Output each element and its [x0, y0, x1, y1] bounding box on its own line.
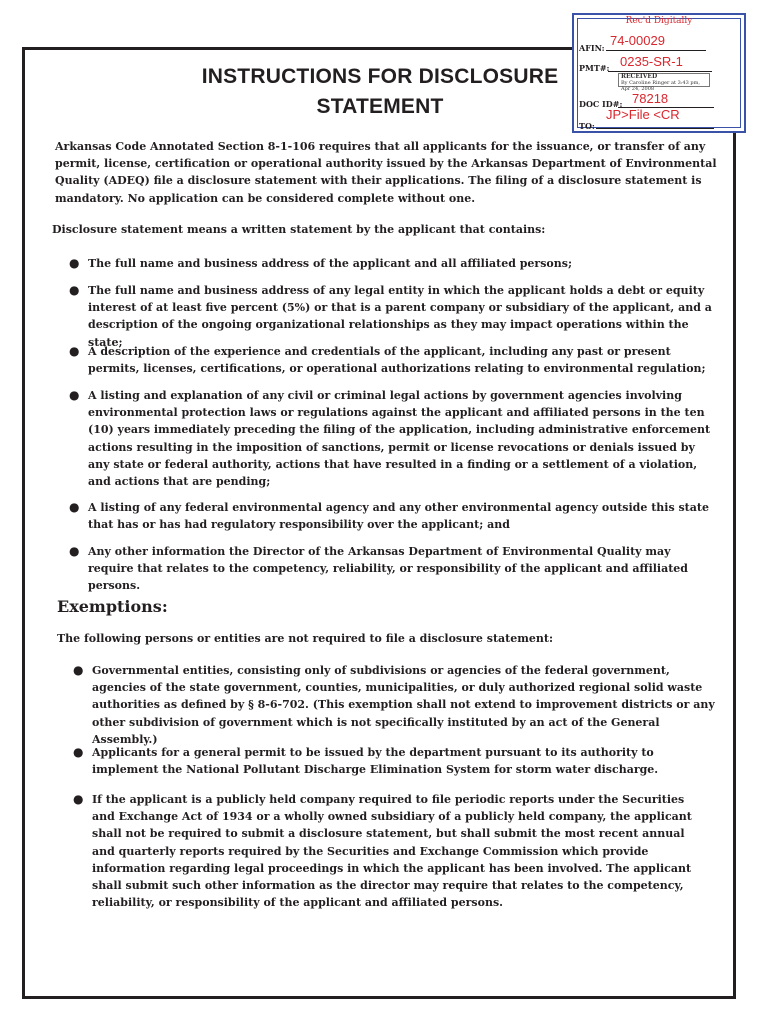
afin-label: AFIN:	[579, 43, 605, 53]
exemptions-heading: Exemptions:	[57, 597, 168, 616]
intro-paragraph: Arkansas Code Annotated Section 8-1-106 requires that all applicants for the issuance, or transfer of any permit, license, certification or operational authority issued by the Arkansas Department of Environmental Quality (ADEQ) file a disclosure statement with their applications. The filing of a disclosure statement is mandatory. No application can be considered complete without one.	[55, 140, 717, 205]
list-item-text: The full name and business address of any legal entity in which the applicant holds a debt or equity interest of at least five percent (5%) or that is a parent company or subsidiary of the applicant, and a description of the ongoing organizational relationships as they may impact operations within the state;	[88, 284, 712, 349]
list-item	[69, 343, 708, 377]
list-item-text: The full name and business address of the applicant and all affiliated persons;	[88, 257, 573, 270]
list-item	[73, 662, 727, 748]
definition-paragraph: Disclosure statement means a written statement by the applicant that contains:	[52, 223, 546, 236]
afin-value: 74-00029	[610, 33, 665, 48]
list-item-text: Any other information the Director of the Arkansas Department of Environmental Quality may require that relates to the competency, reliability, or responsibility of the applicant and affiliated persons.	[88, 545, 688, 593]
title-line-2: STATEMENT	[316, 95, 444, 118]
list-item-text: A description of the experience and credentials of the applicant, including any past or present permits, licenses, certifications, or operational authorizations relating to environmental regulation;	[88, 345, 706, 376]
list-item	[69, 499, 718, 533]
pmt-label: PMT#:	[579, 63, 610, 73]
bullet-icon: ●	[69, 544, 80, 558]
bullet-icon: ●	[69, 283, 80, 297]
list-item-text: A listing of any federal environmental agency and any other environmental agency outside this state that has or has had regulatory responsibility over the applicant; and	[88, 501, 709, 532]
received-label: RECEIVED	[621, 73, 658, 80]
list-item-text: If the applicant is a publicly held company required to file periodic reports under the Securities and Exchange Act of 1934 or a wholly owned subsidiary of a publicly held company, the applicant shall not be required to submit a disclosure statement, but shall submit the most recent annual and quarterly reports required by the Securities and Exchange Commission which provide information regarding legal proceedings in which the applicant has been involved. The applicant shall submit such other information as the director may require that relates to the competency, reliability, or responsibility of the applicant and affiliated persons.	[92, 793, 692, 910]
received-stamp	[572, 13, 746, 133]
doc-id-label: DOC ID#:	[579, 99, 623, 109]
bullet-icon: ●	[73, 745, 84, 759]
bullet-icon: ●	[69, 500, 80, 514]
received-box	[618, 73, 710, 92]
page-title	[140, 62, 623, 122]
list-item	[69, 282, 718, 351]
to-underline	[596, 128, 714, 129]
stamp-header: Rec'd Digitally	[625, 16, 693, 26]
list-item	[69, 255, 728, 272]
bullet-icon: ●	[73, 663, 84, 677]
bullet-icon: ●	[69, 256, 80, 270]
doc-id-value: 78218	[632, 91, 669, 106]
title-line-1: INSTRUCTIONS FOR DISCLOSURE	[201, 65, 559, 88]
pmt-underline	[608, 71, 712, 72]
list-item-text: A listing and explanation of any civil or criminal legal actions by government agencies involving environmental protection laws or regulations against the applicant and affiliated persons in the ten (10) years immediately preceding the filing of the application, including administrative enforcement actions resulting in the imposition of sanctions, permit or license revocations or denials issued by any state or federal authority, actions that have resulted in a finding or a settlement of a violation, and actions that are pending;	[88, 389, 711, 489]
bullet-icon: ●	[69, 388, 80, 402]
received-detail: By Caroline Ringer at 3:43 pm, Apr 24, 2008	[621, 80, 700, 92]
list-item-text: Governmental entities, consisting only of subdivisions or agencies of the federal government, agencies of the state government, counties, municipalities, or duly authorized regional solid waste authorities as defined by § 8-6-702. (This exemption shall not extend to improvement districts or any other subdivision of government which is not specifically instituted by an act of the General Assembly.)	[92, 664, 715, 746]
to-value: JP>File <CR	[606, 107, 680, 122]
list-item	[69, 387, 718, 490]
bullet-icon: ●	[69, 344, 80, 358]
to-label: TO:	[579, 121, 595, 131]
list-item	[73, 791, 707, 911]
afin-underline	[606, 50, 706, 51]
exemptions-intro: The following persons or entities are not required to file a disclosure statement:	[57, 632, 554, 645]
pmt-value: 0235-SR-1	[620, 54, 683, 69]
bullet-icon: ●	[73, 792, 84, 806]
list-item-text: Applicants for a general permit to be issued by the department pursuant to its authority to implement the National Pollutant Discharge Elimination System for storm water discharge.	[92, 746, 659, 777]
list-item	[73, 744, 722, 778]
list-item	[69, 543, 718, 595]
